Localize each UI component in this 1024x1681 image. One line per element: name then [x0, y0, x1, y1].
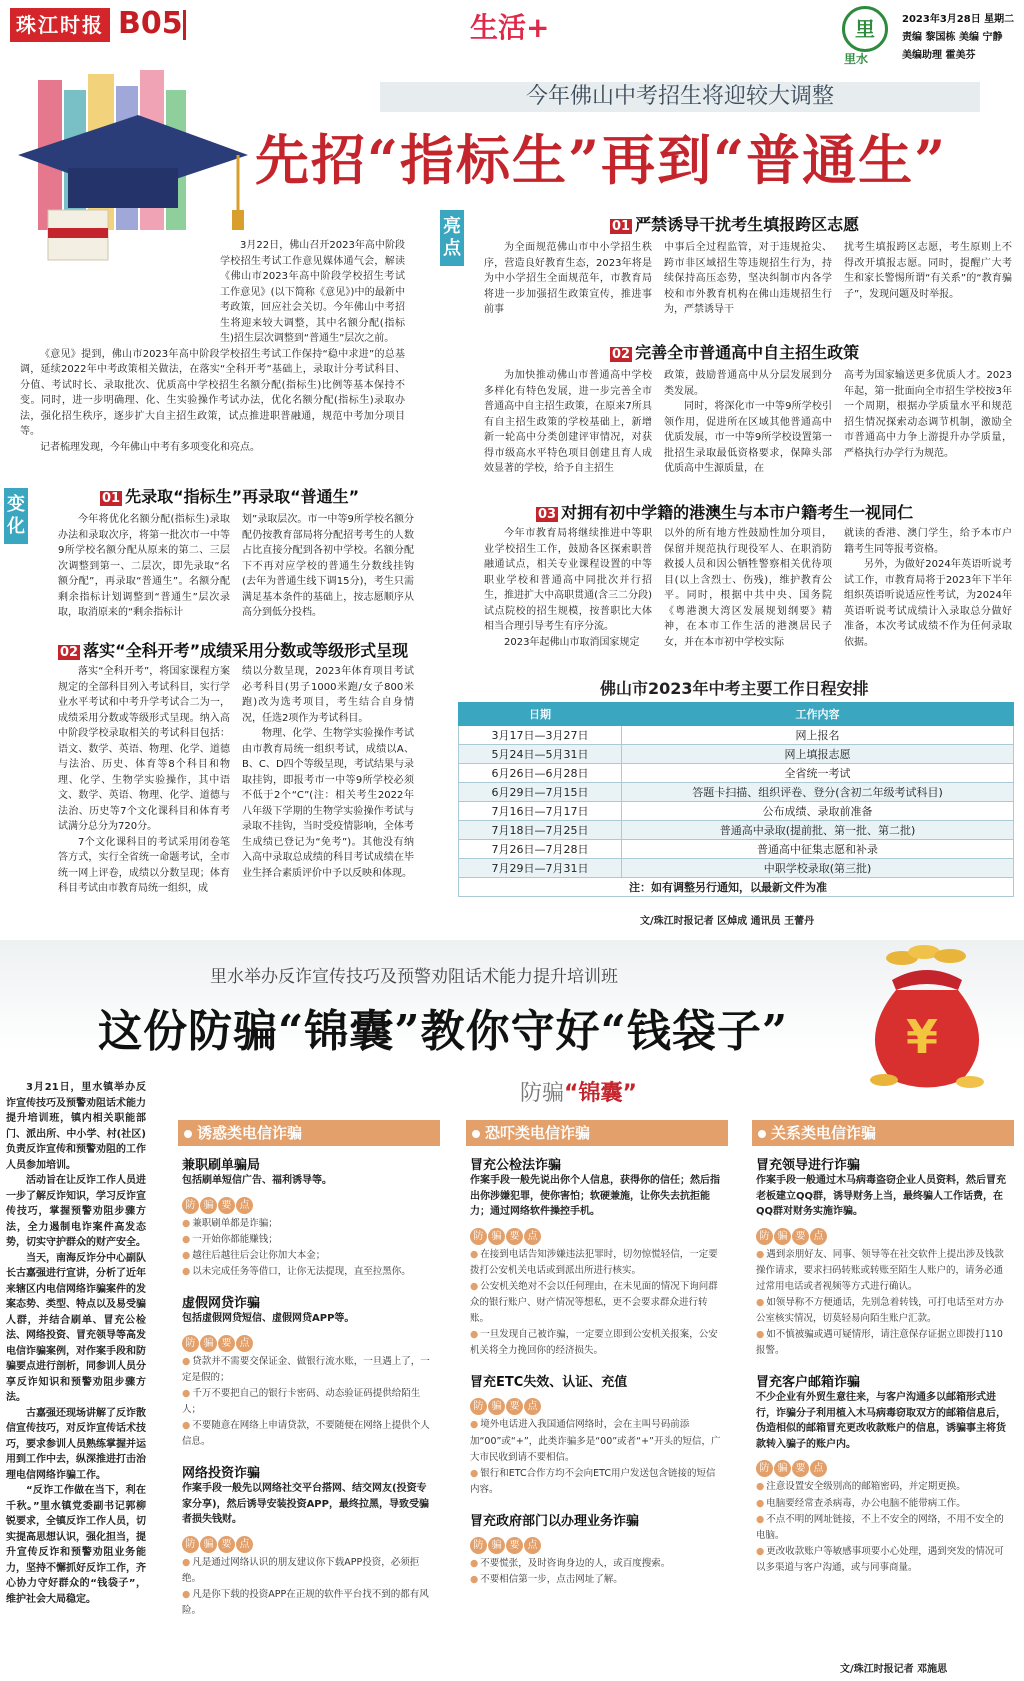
lead-paragraph: 记者梳理发现，今年佛山中考有多项变化和亮点。 [40, 441, 260, 453]
section-number: 01 [102, 491, 121, 506]
fraud-column-lure: 诱惑类电信诈骗 兼职刷单骗局 包括刷单短信广告、福利诱导等。 防 骗 要 点 ● 兼职刷单都是诈骗； ● 一开始你都能赚钱； ● 越往后越往后会让你加大本金； ● 以未完成任务等借口，让你无法提现，直至拉黑你。 虚假网贷诈骗 包括虚假网贷短信、虚假网贷APP等。 防 骗 要 点 ● 贷款并不需要交保证金、做银行流水账，一旦遇上了，一定是假的； ● 千万不要把自己的银行卡密码、动态验证码提供给陌生人； ● 不要随意在网络上申请贷款，不要随便在网络上提供个人信息。 网络投资诈骗 作案手段一般先以网络社交平台搭网、结交网友(投资专家分享)，然后诱导安装投资APP，最终拉黑，导致受骗者损失钱财。 防 骗 要 点 ● 凡是通过网络认识的朋友建议你下载APP投资，必须拒绝。 ● 凡是你下载的投资APP在正规的软件平台找不到的都有风险。 [178, 1120, 440, 1621]
article1-credit: 文/珠江时报记者 区焯成 通讯员 王蕾丹 [640, 916, 815, 927]
change-01-heading: 01 先录取“指标生”再录取“普通生” [102, 487, 360, 506]
highlight-02-heading: 02 完善全市普通高中自主招生政策 [612, 343, 860, 362]
table-row: 5月24日—5月31日 网上填报志愿 [459, 745, 1014, 764]
schedule-header-content: 工作内容 [622, 703, 1014, 726]
fraud-item-title: 冒充政府部门以办理业务诈骗 [470, 1514, 640, 1530]
intro-paragraph: “反诈工作做在当下，利在千秋。”里水镇党委副书记郭柳锐要求，全镇反诈工作人员，切实提高思想认识，强化担当，提升宣传反诈和预警劝阻业务能力，坚持不懈抓好反诈工作，齐心协力守好群众的“钱袋子”，维护社会大局稳定。 [6, 1485, 146, 1605]
tips-badge: 防 骗 要 点 [470, 1533, 724, 1554]
table-row: 6月29日—7月15日 答题卡扫描、组织评卷、登分(含初二年级考试科目) [459, 783, 1014, 802]
section-number: 03 [538, 507, 557, 522]
highlight-01-heading: 01 严禁诱导干扰考生填报跨区志愿 [612, 215, 860, 234]
header-divider [183, 10, 186, 40]
article2-title: 这份防骗“锦囊”教你守好“钱袋子” [98, 1006, 789, 1057]
column-head: 诱惑类电信诈骗 [178, 1120, 440, 1146]
table-row: 3月17日—3月27日 网上报名 [459, 726, 1014, 745]
bullet-icon [472, 1130, 480, 1138]
fraud-item-title: 冒充领导进行诈骗 [756, 1158, 861, 1173]
table-row: 7月16日—7月17日 公布成绩、录取前准备 [459, 802, 1014, 821]
article1-lead [20, 238, 405, 455]
schedule-header-date: 日期 [459, 703, 622, 726]
highlight-01-col2: 中事后全过程监管，对于违规抢尖、跨市非区域招生等违规招生行为，持续保持高压态势，坚决纠制市内各学校和市外教育机构在佛山违规招生行为，严禁诱导干 [664, 242, 832, 315]
logo-text: 里水 [844, 52, 869, 66]
editor-credit: 责编 黎国栋 美编 宁静 [902, 32, 1003, 43]
intro-paragraph: 当天，南海反诈分中心副队长古嘉强进行宣讲，分析了近年来辖区内电信网络诈骗案件的发案态势、类型、特点以及易受骗人群，并结合刷单、冒充公检法、网络投资、冒充领导等高发电信诈骗案例，对作案手段和防骗要点进行剖析，同参训人员分享反诈知识和预警劝阻步骤方法。 [6, 1252, 146, 1403]
table-row: 7月29日—7月31日 中职学校录取(第三批) [459, 859, 1014, 878]
tips-badge: 防 骗 要 点 [756, 1224, 1010, 1245]
highlight-02-col1: 为加快推动佛山市普通高中学校多样化有特色发展，进一步完善全市普通高中自主招生政策，在原来7所具有自主招生政策的学校基础上，新增新一轮高中分类创建评审情况，对获得市级高水平特色项目创建且育人成效显著的学校，给予自主招生 [484, 370, 652, 474]
intro-paragraph: 3月21日，里水镇举办反诈宣传技巧及预警劝阻话术能力提升培训班，镇内相关职能部门、派出所、中小学、村(社区)负责反诈宣传和预警劝阻的工作人员参加培训。 [6, 1082, 146, 1171]
highlight-03-col1: 今年市教育局将继续推进中等职业学校招生工作，鼓励各区探索职普融通试点，相关专业课程设置的中等职业学校和普通高中同批次并行招生，推进扩大中高职贯通(含三二分段)试点院校的招生规模，按普职比大体相当合理引导考生有序分流。 2023年起佛山市取消国家规定 [484, 528, 652, 648]
assistant-credit: 美编助理 霍美芬 [902, 50, 976, 61]
table-row: 6月26日—6月28日 全省统一考试 [459, 764, 1014, 783]
fraud-item-title: 冒充ETC失效、认证、充值 [470, 1375, 628, 1391]
column-head: 恐吓类电信诈骗 [466, 1120, 728, 1146]
fraud-item-title: 网络投资诈骗 [182, 1466, 261, 1482]
section-title: 生活+ [470, 11, 550, 44]
section-number: 02 [612, 347, 631, 362]
fraud-item-title: 冒充客户邮箱诈骗 [756, 1375, 861, 1391]
tips-badge: 防 骗 要 点 [470, 1224, 724, 1245]
bullet-icon [184, 1130, 192, 1138]
highlight-01-col3: 扰考生填报跨区志愿，考生原则上不得改开填报志愿。同时，提醒广大考生和家长警惕所谓“有关系”的“教育骗子”，发现问题及时举报。 [844, 242, 1012, 300]
change-02-heading: 02 落实“全科开考”成绩采用分数或等级形式呈现 [60, 641, 409, 660]
highlight-02-col2: 政策，鼓励普通高中从分层发展到分类发展。 同时，将深化市一中等9所学校引领作用，促进所在区域其他普通高中优质发展，市一中等9所学校设置第一批招生录取最低资格要求，保障头部优质高中生源质量，在 [664, 370, 832, 474]
yuan-symbol-icon: ¥ [906, 1010, 939, 1064]
fraud-tips-label: 防骗“锦囊” [520, 1081, 637, 1106]
highlight-02-col3: 高考为国家输送更多优质人才。2023年起，第一批面向全市招生学校按3年一个周期，根据办学质量水平和规范招生情况探索动态调节机制，激励全市普通高中力争上游提升办学质量，严格执行办学行为规范。 [844, 370, 1012, 459]
change-01-col2: 划”录取层次。市一中等9所学校名额分配仍按教育部局将分配招考考生的人数占比直接分配到各初中学校。名额分配下不再对应学校的普通生分数线挂钩(去年为普通生线下调15分)，考生只需满足基本条件的基础上，按志愿顺序从高分到低分投档。 [242, 514, 414, 618]
tips-badge: 防 骗 要 点 [182, 1532, 436, 1553]
intro-paragraph: 古嘉强还现场讲解了反诈散信宣传技巧，对反诈宣传话术技巧，要求参训人员熟练掌握并运用到工作中去，纵深推进打击治理电信网络诈骗工作。 [6, 1407, 146, 1481]
intro-paragraph: 活动旨在让反诈工作人员进一步了解反诈知识，学习反诈宣传技巧，掌握预警劝阻步骤方法，全力遏制电诈案件高发态势，切实守护群众的财产安全。 [6, 1175, 146, 1248]
highlight-01-col1: 为全面规范佛山市中小学招生秩序，营造良好教育生态，2023年将是为中小学招生全面规范年，市教育局将进一步加强招生政策宣传，推进事前事 [484, 242, 652, 315]
tips-badge: 防 骗 要 点 [470, 1394, 724, 1415]
issue-date: 2023年3月28日 星期二 [902, 14, 1015, 25]
bullet-icon [758, 1130, 766, 1138]
change-02-col1: 落实“全科开考”，将国家课程方案规定的全部科目列入考试科目，实行学业水平考试和中考升学考试合二为一，成绩采用分数或等级形式呈现。纳入高中阶段学校录取相关的考试科目包括：语文、数学、英语、物理、化学、道德与法治、历史、体育等8个科目和物理、化学、生物学实验操作，其中语文、数学、英语、物理、化学、道德与法治、历史等7个文化课科目和体育考试满分总分为720分。 7个文化课科目的考试采用闭卷笔答方式，实行全省统一命题考试，全市统一网上评卷，成绩以分数呈现；体育科目考试由市教育局统一组织，成 [58, 666, 230, 894]
highlight-03-col2: 以外的所有地方性鼓励性加分项目，保留并规范执行现役军人、在职消防救援人员和因公牺牲警察相关优待项目(以上含烈士、伤残)，维护教育公平。同时，根据中共中央、国务院《粤港澳大湾区发展规划纲要》精神，在本市工作生活的港澳居民子女，并在本市初中学校实际 [664, 528, 832, 648]
article2-intro [6, 1080, 146, 1607]
fraud-column-threat: 恐吓类电信诈骗 冒充公检法诈骗 作案手段一般先说出你个人信息，获得你的信任；然后指出你涉嫌犯罪，使你害怕；软硬兼施，让你失去抗拒能力；通过网络软件操控手机。 防 骗 要 点 ● 在接到电话告知涉嫌违法犯罪时，切勿惊慌轻信，一定要拨打公安机关电话或到派出所进行核实。 ● 公安机关绝对不会以任何理由，在未见面的情况下询问群众的银行账户、财产情况等想私，更不会要求群众进行转账。 ● 一旦发现自己被诈骗，一定要立即到公安机关报案，公安机关将全力挽回你的经济损失。 冒充ETC失效、认证、充值 防 骗 要 点 ● 境外电话进入我国通信网络时，会在主叫号码前添加“00”或“+”，此类诈骗多是“00”或者“+”开头的短信，广大市民收到请不要相信。 ● 银行和ETC合作方均不会向ETC用户发送包含链接的短信内容。 冒充政府部门以办理业务诈骗 防 骗 要 点 ● 不要慌张，及时咨询身边的人，或百度搜索。 ● 不要相信第一步，点击网址了解。 [466, 1120, 728, 1590]
schedule-title: 佛山市2023年中考主要工作日程安排 [600, 679, 869, 698]
schedule-table [458, 702, 1014, 897]
table-row: 7月18日—7月25日 普通高中录取(提前批、第一批、第二批) [459, 821, 1014, 840]
lishui-logo-icon: 里 [842, 6, 888, 52]
article1-subtitle: 今年佛山中考招生将迎较大调整 [380, 82, 980, 112]
change-02-col2: 绩以分数呈现，2023年体育项目考试必考科目(男子1000米跑/女子800米跑)改为选考项目，考生结合自身情况，任选2项作为考试科目。 物理、化学、生物学实验操作考试由市教育局统一组织考试，成绩以A、B、C、D四个等级呈现，考试结果与录取挂钩，即报考市一中等9所学校必须不低于2个“C”(注：相关考生2022年八年级下学期的生物学实验操作考试与录取不挂钩，当时受疫情影响，全体考生成绩已登记为“免考”)。其他没有纳入高中录取总成绩的科目考试成绩在毕业生择合素质评价中予以反映和体现。 [242, 666, 414, 879]
page-number: B05 [118, 6, 183, 41]
highlight-03-col3: 就读的香港、澳门学生，给予本市户籍考生同等报考资格。 另外，为做好2024年英语听说考试工作，市教育局将于2023年下半年组织英语听说适应性考试，为2024年英语听说考试成绩计入录取总分做好准备，本次考试成绩不作为任何录取依据。 [844, 528, 1012, 648]
tab-change: 变化 [4, 488, 28, 544]
section-number: 02 [60, 645, 79, 660]
fraud-item-title: 虚假网贷诈骗 [182, 1296, 261, 1312]
table-note-row: 注：如有调整另行通知，以最新文件为准 [459, 878, 1014, 897]
masthead: 珠江时报 [10, 8, 110, 42]
article2-subtitle: 里水举办反诈宣传技巧及预警劝阻话术能力提升培训班 [210, 967, 618, 987]
section-number: 01 [612, 219, 631, 234]
change-01-col1: 今年将优化名额分配(指标生)录取办法和录取次序，将第一批次市一中等9所学校名额分配从原来的第二、三层次调整到第一、二层次，即先录取“名额分配”，再录取“普通生”。名额分配剩余指标计划调整到“普通生”层次录取，取消原来的“剩余指标计 [58, 514, 230, 618]
column-head: 关系类电信诈骗 [752, 1120, 1014, 1146]
tab-highlight: 亮点 [440, 210, 464, 266]
table-row: 7月26日—7月28日 普通高中征集志愿和补录 [459, 840, 1014, 859]
article2-credit: 文/珠江时报记者 邓施思 [840, 1664, 948, 1675]
tips-badge: 防 骗 要 点 [182, 1193, 436, 1214]
fraud-item-title: 兼职刷单骗局 [182, 1158, 261, 1173]
lead-paragraph: 《意见》提到，佛山市2023年高中阶段学校招生考试工作保持“稳中求进”的总基调，延续2022年中考政策相关做法，在落实“全科开考”基础上，录取计分考试科目、分值、考试时长、录取批次、优质高中学校招生名额分配(指标生)比例等基本保持不变。同时，进一步明确理、化、生实验操作考试办法，优化名额分配(指标生)录取办法，强化招生秩序，逐步扩大自主招生政策，试点推进职普融通，规范中考加分项目等。 [20, 348, 405, 437]
fraud-column-relation: 关系类电信诈骗 冒充领导进行诈骗 作案手段一般通过木马病毒盗窃企业人员资料，然后冒充老板建立QQ群，诱导财务上当，最终骗人工作话费，在QQ群对财务实施诈骗。 防 骗 要 点 ● 遇到亲朋好友、同事、领导等在社交软件上提出涉及钱款操作请求，要求扫码转账或转账至陌生人账户的，请务必通过常用电话或者视频等方式进行确认。 ● 如领导称不方便通话，先别急着转钱，可打电话至对方办公室核实情况，切莫轻易向陌生账户汇款。 ● 如不慎被骗或遇可疑情形，请注意保存证据立即拨打110报警。 冒充客户邮箱诈骗 不少企业有外贸生意往来，与客户沟通多以邮箱形式进行，诈骗分子利用植入木马病毒窃取双方的邮箱信息后，伪造相似的邮箱冒充更改收款账户的信息，诱骗事主将货款转入骗子的账户内。 防 骗 要 点 ● 注意设置安全级别高的邮箱密码，并定期更换。 ● 电脑要经常查杀病毒，办公电脑不能带病工作。 ● 不点不明的网址链接，不上不安全的网络，不用不安全的电脑。 ● 更改收款账户等敏感事项要小心处理，遇到突发的情况可以多渠道与客户沟通，或与同事商量。 [752, 1120, 1014, 1578]
highlight-03-heading: 03 对拥有初中学籍的港澳生与本市户籍考生一视同仁 [538, 503, 914, 522]
tips-badge: 防 骗 要 点 [182, 1331, 436, 1352]
tips-badge: 防 骗 要 点 [756, 1456, 1010, 1477]
article1-title: 先招“指标生”再到“普通生” [255, 128, 948, 192]
fraud-item-title: 冒充公检法诈骗 [470, 1158, 562, 1173]
lead-paragraph: 3月22日，佛山召开2023年高中阶段学校招生考试工作意见媒体通气会，解读《佛山市2023年高中阶段学校招生考试工作意见》(以下简称《意见》)中的最新中考政策，回应社会关切。今年佛山中考招生将迎来较大调整，其中名额分配(指标生)招生层次调整到“普通生”层次之前。 [220, 240, 405, 344]
